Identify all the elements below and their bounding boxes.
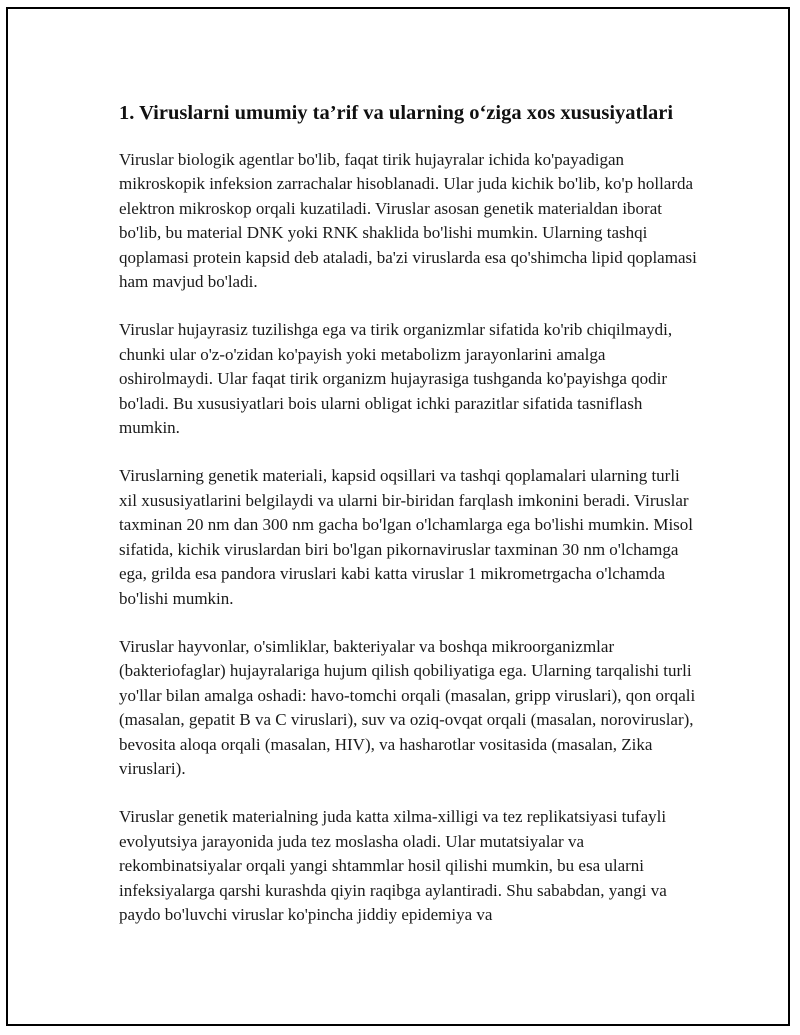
paragraph: Viruslar genetik materialning juda katta xilma-xilligi va tez replikatsiyasi tufayli evolyutsiya jarayonida juda tez moslasha oladi. Ular mutatsiyalar va rekombinatsiyalar orqali yangi shtammlar hosil qilishi mumkin, bu esa ularni infeksiyalarga qarshi kurashda qiyin raqibga aylantiradi. Shu sababdan, yangi va paydo bo'luvchi viruslar ko'pincha jiddiy epidemiya va [119, 807, 667, 924]
paragraph: Viruslar hujayrasiz tuzilishga ega va tirik organizmlar sifatida ko'rib chiqilmaydi, chunki ular o'z-o'zidan ko'payish yoki metabolizm jarayonlarini amalga oshirolmaydi. Ular faqat tirik organizm hujayrasiga tushganda ko'payishga qodir bo'ladi. Bu xususiyatlari bois ularni obligat ichki parazitlar sifatida tasniflash mumkin. [119, 320, 673, 438]
paragraph: Viruslar biologik agentlar bo'lib, faqat tirik hujayralar ichida ko'payadigan mikroskopik infeksion zarrachalar hisoblanadi. Ular juda kichik bo'lib, ko'p hollarda elektron mikroskop orqali kuzatiladi. Viruslar asosan genetik materialdan iborat bo'lib, bu material DNK yoki RNK shaklida bo'lishi mumkin. Ularning tashqi qoplamasi protein kapsid deb ataladi, ba'zi viruslarda esa qo'shimcha lipid qoplamasi ham mavjud bo'ladi. [119, 150, 697, 292]
document-page [6, 7, 790, 1026]
section-heading: 1. Viruslarni umumiy ta’rif va ularning o‘ziga xos xususiyatlari [119, 102, 674, 124]
paragraph: Viruslar hayvonlar, o'simliklar, bakteriyalar va boshqa mikroorganizmlar (bakteriofaglar) hujayralariga hujum qilish qobiliyatiga ega. Ularning tarqalishi turli yo'llar bilan amalga oshadi: havo-tomchi orqali (masalan, gripp viruslari), qon orqali (masalan, gepatit B va C viruslari), suv va oziq-ovqat orqali (masalan, noroviruslar), bevosita aloqa orqali (masalan, HIV), va hasharotlar vositasida (masalan, Zika viruslari). [119, 636, 696, 778]
paragraph: Viruslarning genetik materiali, kapsid oqsillari va tashqi qoplamalari ularning turli xil xususiyatlarini belgilaydi va ularni bir-biridan farqlash imkonini beradi. Viruslar taxminan 20 nm dan 300 nm gacha bo'lgan o'lchamlarga ega bo'lishi mumkin. Misol sifatida, kichik viruslardan biri bo'lgan pikornaviruslar taxminan 30 nm o'lchamga ega, grilda esa pandora viruslari kabi katta viruslar 1 mikrometrgacha o'lchamda bo'lishi mumkin. [119, 466, 694, 608]
document-body [119, 99, 701, 951]
